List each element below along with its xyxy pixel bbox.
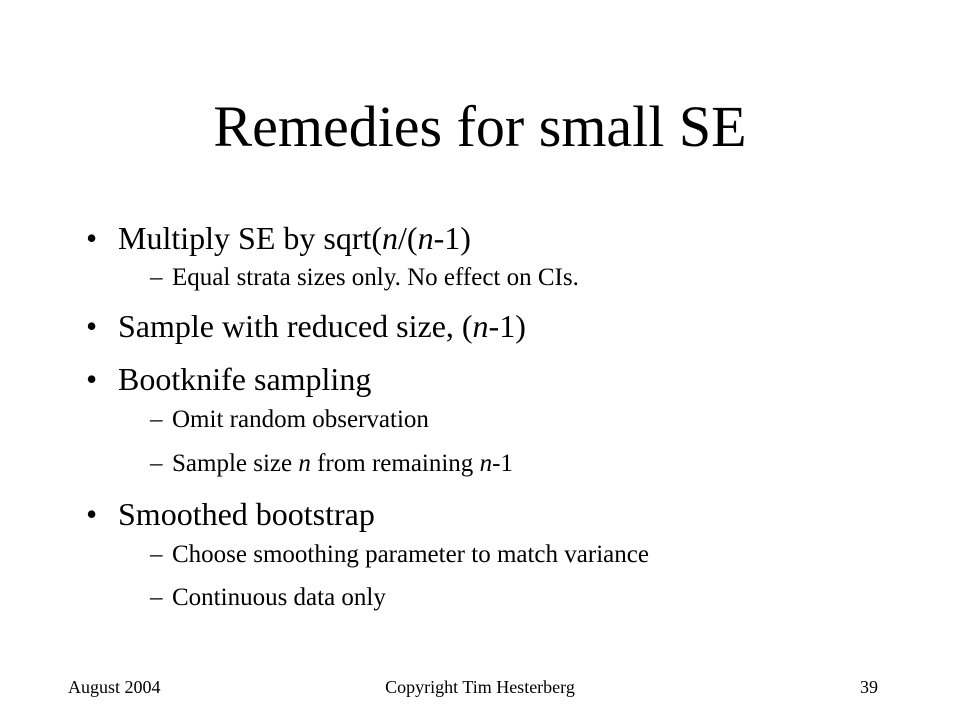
italic-variable: n xyxy=(298,450,311,477)
sub-bullet-text xyxy=(172,583,386,613)
bullet-text xyxy=(118,218,471,258)
italic-variable: n xyxy=(472,308,489,344)
text-segment: -1) xyxy=(488,308,526,344)
text-segment: /( xyxy=(398,220,418,256)
dash-marker: – xyxy=(150,406,163,433)
text-segment: Choose smoothing parameter to match variance xyxy=(172,541,649,568)
footer-copyright: Copyright Tim Hesterberg xyxy=(385,677,575,697)
italic-variable: n xyxy=(417,220,434,256)
text-segment: -1 xyxy=(492,450,513,477)
text-segment: from remaining xyxy=(310,450,480,477)
dash-marker: – xyxy=(150,541,163,568)
dash-marker: – xyxy=(150,450,163,477)
dash-marker: – xyxy=(150,584,163,611)
sub-bullet-text xyxy=(172,405,429,435)
text-segment: Equal strata sizes only. No effect on CIs. xyxy=(172,264,579,291)
bullet-text xyxy=(118,359,371,399)
sub-bullet-text xyxy=(172,263,579,293)
footer-page-number: 39 xyxy=(860,677,878,697)
dash-marker: – xyxy=(150,264,163,291)
text-segment: -1) xyxy=(433,220,471,256)
sub-bullet-text xyxy=(172,540,649,570)
text-segment: Omit random observation xyxy=(172,406,429,433)
text-segment: Smoothed bootstrap xyxy=(118,496,375,532)
bullet-marker: • xyxy=(86,308,98,344)
slide-title: Remedies for small SE xyxy=(213,94,747,159)
footer-date: August 2004 xyxy=(68,677,161,697)
text-segment: Multiply SE by sqrt( xyxy=(118,220,383,256)
italic-variable: n xyxy=(479,450,493,477)
bullet-marker: • xyxy=(86,496,98,532)
text-segment: Bootknife sampling xyxy=(118,361,372,397)
italic-variable: n xyxy=(382,220,399,256)
bullet-marker: • xyxy=(86,220,98,256)
text-segment: Continuous data only xyxy=(172,584,386,611)
text-segment: Sample size xyxy=(172,450,299,477)
bullet-text xyxy=(118,494,375,534)
bullet-marker: • xyxy=(86,361,98,397)
text-segment: Sample with reduced size, ( xyxy=(118,308,473,344)
sub-bullet-text xyxy=(172,449,513,479)
bullet-text xyxy=(118,306,526,346)
